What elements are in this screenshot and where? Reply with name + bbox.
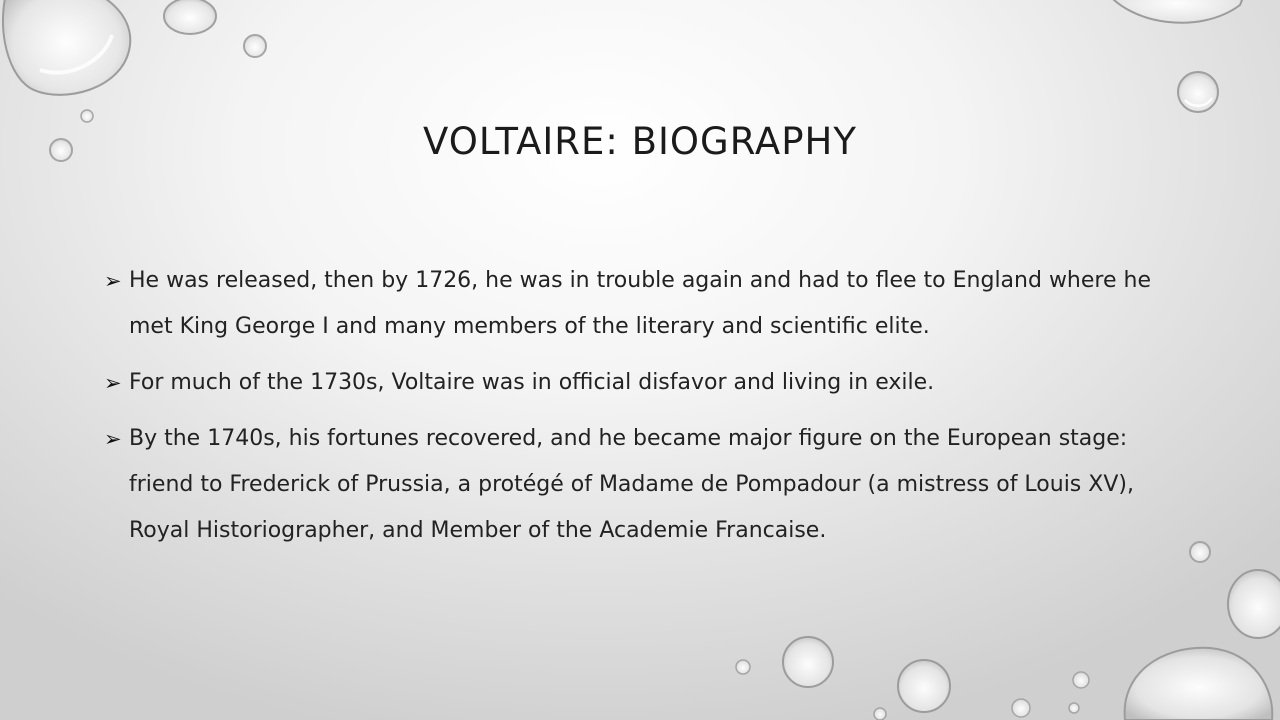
water-drop: [1178, 72, 1218, 112]
water-drop: [1125, 648, 1273, 720]
arrow-bullet-icon: ➢: [104, 427, 122, 451]
bullet-item: [100, 258, 1160, 350]
water-drop: [1012, 699, 1030, 717]
water-drop: [1105, 0, 1250, 23]
water-drop: [244, 35, 266, 57]
water-drop: [1073, 672, 1089, 688]
slide-title: VOLTAIRE: BIOGRAPHY: [423, 120, 857, 163]
arrow-bullet-icon: ➢: [104, 269, 122, 293]
water-drop: [783, 637, 833, 687]
bullet-item: [100, 360, 1160, 406]
bullet-text: For much of the 1730s, Voltaire was in official disfavor and living in exile.: [129, 370, 935, 395]
water-drop: [1228, 570, 1280, 638]
water-drop: [874, 708, 886, 720]
bullet-text: By the 1740s, his fortunes recovered, and he became major figure on the European stage: friend to Frederick of Prussia, a protégé of Madame de Pompadour (a mistress of Louis XV), Royal Historiographer, and Member of the Academie Francaise.: [129, 426, 1134, 543]
bullet-item: [100, 416, 1160, 554]
water-drop: [1190, 542, 1210, 562]
water-drop: [1069, 703, 1079, 713]
bullet-list: [100, 258, 1160, 564]
water-drop: [164, 0, 216, 34]
water-drop: [736, 660, 750, 674]
water-drop: [898, 660, 950, 712]
bullet-text: He was released, then by 1726, he was in trouble again and had to flee to England where he met King George I and many members of the literary and scientific elite.: [129, 268, 1151, 339]
arrow-bullet-icon: ➢: [104, 371, 122, 395]
water-drop: [3, 0, 130, 95]
